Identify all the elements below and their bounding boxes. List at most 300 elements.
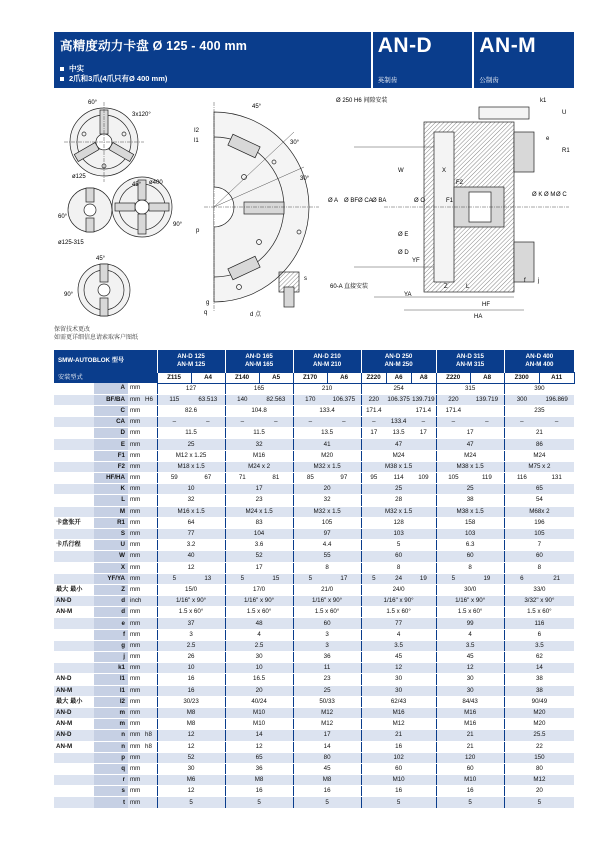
table-cell: 1.5 x 60°	[293, 607, 361, 618]
table-cell: 77	[157, 528, 225, 539]
dimension-symbol: E	[94, 439, 128, 450]
table-cell: M32 x 1.5	[361, 506, 436, 517]
row-meta: AN-M	[54, 719, 94, 730]
row-meta	[54, 640, 94, 651]
table-cell: M6	[157, 775, 225, 786]
drawing-label: L	[466, 284, 470, 290]
table-cell: 65	[504, 484, 574, 495]
dimension-symbol: D	[94, 428, 128, 439]
drawing-label: 30°	[290, 140, 300, 146]
row-meta	[144, 506, 157, 517]
table-cell: 16	[361, 741, 436, 752]
row-meta	[144, 663, 157, 674]
table-cell: 17	[225, 562, 293, 573]
table-cell: 6	[504, 573, 539, 584]
drawing-label: k1	[540, 98, 547, 104]
row-meta	[144, 517, 157, 528]
table-cell: 171.4	[436, 405, 470, 416]
row-meta	[144, 428, 157, 439]
row-meta: AN-D	[54, 707, 94, 718]
table-cell: M24	[361, 450, 436, 461]
table-row	[54, 461, 574, 472]
table-cell: 103	[436, 528, 504, 539]
drawing-label: U	[562, 110, 567, 116]
row-meta: H6	[144, 394, 157, 405]
table-cell: 13.5	[293, 428, 361, 439]
chuck-front-view-4-jaw	[112, 177, 172, 237]
table-cell: 390	[504, 383, 574, 394]
dimension-symbol: g	[94, 640, 128, 651]
table-cell: 60	[361, 551, 436, 562]
table-cell: 5	[225, 573, 259, 584]
row-meta	[54, 629, 94, 640]
product-code-sub: 公制齿	[479, 77, 499, 84]
table-cell: –	[225, 417, 259, 428]
table-cell: 12	[361, 663, 436, 674]
table-cell: M8	[225, 775, 293, 786]
table-cell: –	[411, 417, 436, 428]
table-cell: 165	[225, 383, 293, 394]
table-cell: 1.5 x 60°	[225, 607, 293, 618]
table-cell: 21/0	[293, 584, 361, 595]
drawing-label: R1	[562, 148, 570, 154]
row-meta: mm	[128, 663, 144, 674]
row-meta	[144, 685, 157, 696]
square-bullet-icon	[60, 67, 64, 71]
row-meta	[54, 663, 94, 674]
dimension-symbol: k1	[94, 663, 128, 674]
table-cell: 1/16" x 90°	[157, 596, 225, 607]
dimension-symbol: L	[94, 495, 128, 506]
table-cell: 80	[504, 763, 574, 774]
drawing-label: Ø C	[556, 192, 567, 198]
table-cell: 15	[259, 573, 293, 584]
row-meta: mm	[128, 707, 144, 718]
table-cell: M8	[157, 719, 225, 730]
table-cell: 30	[225, 652, 293, 663]
dimension-symbol: A	[94, 383, 128, 394]
table-cell: M10	[361, 775, 436, 786]
row-meta	[144, 540, 157, 551]
row-meta: mm	[128, 763, 144, 774]
table-cell: 1.5 x 60°	[436, 607, 504, 618]
table-cell: 24/0	[361, 584, 436, 595]
table-cell: 131	[539, 473, 574, 484]
row-meta: AN-D	[54, 596, 94, 607]
page-header	[54, 32, 574, 88]
table-cell: 171.4	[361, 405, 386, 416]
row-meta: AN-M	[54, 685, 94, 696]
row-meta	[144, 495, 157, 506]
row-meta	[144, 473, 157, 484]
row-meta	[144, 584, 157, 595]
table-cell: 19	[411, 573, 436, 584]
table-cell: 220	[436, 394, 470, 405]
table-cell: 5	[361, 797, 436, 808]
row-meta: mm	[128, 730, 144, 741]
table-row	[54, 562, 574, 573]
table-cell: 300	[504, 394, 539, 405]
table-cell: 3	[157, 629, 225, 640]
table-cell: M68x 2	[504, 506, 574, 517]
table-cell: 105	[504, 528, 574, 539]
table-cell: 17	[361, 428, 386, 439]
product-code: AN-D	[377, 34, 433, 57]
model-header: AN-D 400 AN-M 400	[504, 350, 574, 372]
row-meta	[54, 461, 94, 472]
table-cell: 85	[293, 473, 327, 484]
table-cell: 5	[361, 573, 386, 584]
table-cell: –	[470, 417, 504, 428]
row-meta	[144, 551, 157, 562]
table-cell: 14	[225, 730, 293, 741]
table-cell: 21	[436, 730, 504, 741]
table-cell: 71	[225, 473, 259, 484]
table-cell: 140	[225, 394, 259, 405]
table-cell: 5	[157, 797, 225, 808]
table-cell: 5	[157, 573, 191, 584]
row-meta: AN-D	[54, 730, 94, 741]
drawing-label: l1	[194, 138, 199, 144]
row-meta: mm	[128, 405, 144, 416]
table-cell: M20	[293, 450, 361, 461]
row-meta	[144, 528, 157, 539]
chuck-front-view-2-jaw-bottom	[78, 264, 130, 316]
dimension-symbol: M	[94, 506, 128, 517]
model-header: AN-D 250 AN-M 250	[361, 350, 436, 372]
table-cell: M10	[436, 775, 504, 786]
table-cell: 30	[436, 685, 504, 696]
table-cell: 119	[470, 473, 504, 484]
row-meta: mm	[128, 394, 144, 405]
row-meta	[54, 383, 94, 394]
table-cell: 40/24	[225, 696, 293, 707]
row-meta: mm	[128, 461, 144, 472]
dimension-symbol: n	[94, 741, 128, 752]
table-cell: 16	[225, 786, 293, 797]
drawing-label: 30°	[300, 176, 310, 182]
row-meta: mm	[128, 506, 144, 517]
table-cell: 60	[504, 551, 574, 562]
table-cell: 84/43	[436, 696, 504, 707]
row-meta	[144, 383, 157, 394]
bullet-item: 2爪和3爪(4爪只有Ø 400 mm)	[60, 74, 365, 84]
table-row	[54, 428, 574, 439]
table-cell: 196	[504, 517, 574, 528]
drawing-label: Ø D	[398, 250, 409, 256]
table-row	[54, 573, 574, 584]
row-meta: mm	[128, 484, 144, 495]
table-cell: 20	[504, 786, 574, 797]
table-row	[54, 383, 574, 394]
table-cell: 62/43	[361, 696, 436, 707]
table-cell: 5	[436, 573, 470, 584]
table-cell: 60	[293, 618, 361, 629]
table-cell: 45	[436, 652, 504, 663]
drawing-label: HF	[482, 302, 490, 308]
row-meta: mm	[128, 417, 144, 428]
table-cell: 23	[293, 674, 361, 685]
table-cell: 26	[157, 652, 225, 663]
table-row	[54, 663, 574, 674]
table-cell	[470, 405, 504, 416]
table-cell: 133.4	[386, 417, 411, 428]
row-meta	[54, 428, 94, 439]
table-cell: 45	[293, 763, 361, 774]
row-meta: mm	[128, 719, 144, 730]
drawing-label: Ø 250 H6 间隙安装	[336, 98, 388, 104]
table-cell: 60	[436, 763, 504, 774]
row-meta: h8	[144, 730, 157, 741]
table-cell: 45	[361, 652, 436, 663]
drawing-label: ø400	[149, 180, 163, 186]
row-meta	[144, 763, 157, 774]
table-cell: 1/16" x 90°	[293, 596, 361, 607]
table-cell: 3.6	[225, 540, 293, 551]
table-cell: 30	[436, 674, 504, 685]
table-cell: 1/16" x 90°	[361, 596, 436, 607]
table-cell: M20	[504, 707, 574, 718]
row-meta: mm	[128, 629, 144, 640]
drawing-label: g	[206, 300, 210, 306]
table-cell: M12	[361, 719, 436, 730]
row-meta	[54, 439, 94, 450]
row-meta	[54, 562, 94, 573]
table-cell: –	[539, 417, 574, 428]
table-cell: 114	[386, 473, 411, 484]
table-cell: 13.5	[386, 428, 411, 439]
table-cell: M75 x 2	[504, 461, 574, 472]
row-meta	[144, 752, 157, 763]
dimension-symbol: e	[94, 618, 128, 629]
row-meta: mm	[128, 674, 144, 685]
table-cell: 171.4	[411, 405, 436, 416]
table-cell: 20	[225, 685, 293, 696]
sub-label: 安装型式	[54, 372, 157, 383]
row-meta: mm	[128, 752, 144, 763]
table-cell: 99	[436, 618, 504, 629]
dimension-symbol: m	[94, 707, 128, 718]
table-cell: 38	[504, 674, 574, 685]
table-cell: 116	[504, 473, 539, 484]
header-title-block	[54, 32, 371, 88]
table-cell: 82.6	[157, 405, 225, 416]
table-cell: 170	[293, 394, 327, 405]
dimension-symbol: CA	[94, 417, 128, 428]
table-cell: 52	[225, 551, 293, 562]
drawing-label: YA	[404, 292, 412, 298]
table-cell: 21	[436, 741, 504, 752]
dimension-symbol: W	[94, 551, 128, 562]
table-cell: 16.5	[225, 674, 293, 685]
table-cell: M38 x 1.5	[361, 461, 436, 472]
mount-type: A8	[470, 372, 504, 383]
drawing-label: 60°	[88, 100, 98, 106]
mount-type: A4	[191, 372, 225, 383]
table-cell: 32	[293, 495, 361, 506]
row-meta	[54, 551, 94, 562]
table-cell: 150	[504, 752, 574, 763]
row-meta: mm	[128, 439, 144, 450]
table-cell: 95	[361, 473, 386, 484]
row-meta	[144, 484, 157, 495]
dimension-symbol: U	[94, 540, 128, 551]
row-meta: mm	[128, 786, 144, 797]
chuck-half-front-view	[204, 102, 319, 312]
table-cell: M16 x 1.5	[157, 506, 225, 517]
table-cell: M20	[504, 719, 574, 730]
row-meta: mm	[128, 618, 144, 629]
row-meta	[144, 652, 157, 663]
table-cell: 6	[504, 629, 574, 640]
row-meta: mm	[128, 696, 144, 707]
table-cell: 104	[225, 528, 293, 539]
table-cell: 17/0	[225, 584, 293, 595]
table-cell: M10	[225, 719, 293, 730]
table-cell: 12	[157, 786, 225, 797]
row-meta	[54, 652, 94, 663]
table-cell: 38	[436, 495, 504, 506]
table-cell: 1/16" x 90°	[436, 596, 504, 607]
table-cell: 33/0	[504, 584, 574, 595]
table-cell: 50/33	[293, 696, 361, 707]
table-cell: 8	[293, 562, 361, 573]
row-meta: mm	[128, 473, 144, 484]
table-cell: 60	[436, 551, 504, 562]
row-meta	[144, 775, 157, 786]
table-cell: 12	[436, 663, 504, 674]
row-meta: 最大 最小	[54, 696, 94, 707]
table-cell: 3.5	[436, 640, 504, 651]
row-meta	[54, 763, 94, 774]
table-row	[54, 775, 574, 786]
row-meta: mm	[128, 652, 144, 663]
row-meta	[54, 417, 94, 428]
table-cell: 48	[225, 618, 293, 629]
table-cell: M16	[436, 719, 504, 730]
header-label: SMW-AUTOBLOK 型号	[54, 350, 157, 372]
table-cell: 3	[293, 640, 361, 651]
table-row	[54, 450, 574, 461]
table-cell: M8	[293, 775, 361, 786]
table-cell: 116	[504, 618, 574, 629]
table-cell: 21	[361, 730, 436, 741]
row-meta	[144, 562, 157, 573]
table-cell: M12	[293, 707, 361, 718]
table-cell: 4	[436, 629, 504, 640]
drawing-label: Ø BA	[372, 198, 387, 204]
table-cell: 37	[157, 618, 225, 629]
table-cell: –	[361, 417, 386, 428]
table-cell: –	[191, 417, 225, 428]
table-cell: 30	[157, 763, 225, 774]
table-cell: 97	[327, 473, 361, 484]
row-meta	[54, 797, 94, 808]
row-meta: mm	[128, 573, 144, 584]
table-cell: 32	[157, 495, 225, 506]
table-cell: 2.5	[225, 640, 293, 651]
drawing-label: 3x120°	[132, 112, 151, 118]
drawing-label: F1	[446, 198, 454, 204]
table-cell: 25	[293, 685, 361, 696]
table-cell: 11.5	[157, 428, 225, 439]
table-row	[54, 652, 574, 663]
table-cell: 3.2	[157, 540, 225, 551]
table-cell: 3.5	[504, 640, 574, 651]
drawing-label: Ø O	[414, 198, 426, 204]
table-row	[54, 685, 574, 696]
drawing-label: Ø CA	[358, 198, 373, 204]
drawing-label: Ø E	[398, 232, 409, 238]
table-cell: 106.375	[327, 394, 361, 405]
table-cell: 104.8	[225, 405, 293, 416]
table-cell: 97	[293, 528, 361, 539]
table-row	[54, 495, 574, 506]
drawing-label: e	[546, 136, 550, 142]
table-cell: 5	[436, 797, 504, 808]
table-cell: 12	[157, 730, 225, 741]
dimension-symbol: t	[94, 797, 128, 808]
row-meta: mm	[128, 540, 144, 551]
table-cell: 41	[293, 439, 361, 450]
header-bullets	[60, 64, 365, 84]
table-cell: 5	[293, 573, 327, 584]
table-cell: 2.5	[157, 640, 225, 651]
table-cell: M16	[225, 450, 293, 461]
chuck-front-view-2-jaw-left	[68, 188, 112, 232]
drawing-label: q	[204, 310, 208, 316]
mount-type: A6	[386, 372, 411, 383]
square-bullet-icon	[60, 77, 64, 81]
table-cell: 4	[225, 629, 293, 640]
row-meta	[54, 573, 94, 584]
table-cell: 127	[157, 383, 225, 394]
table-cell: 54	[504, 495, 574, 506]
product-code: AN-M	[479, 34, 537, 57]
dimension-symbol: F1	[94, 450, 128, 461]
table-cell: –	[259, 417, 293, 428]
table-cell: 120	[436, 752, 504, 763]
table-cell: 14	[293, 741, 361, 752]
table-cell: M10	[225, 707, 293, 718]
technical-note: 保留技术更改 如需更详细信息请索取客户图纸	[54, 327, 139, 341]
mount-type: Z300	[504, 372, 539, 383]
table-cell: 36	[293, 652, 361, 663]
code-box-anm	[474, 32, 574, 88]
drawing-label: HA	[474, 314, 483, 320]
table-row	[54, 517, 574, 528]
bullet-item: 中实	[60, 64, 365, 74]
row-meta	[144, 439, 157, 450]
table-cell: 12	[157, 562, 225, 573]
drawing-label: d 点	[250, 312, 262, 318]
model-header: AN-D 165 AN-M 165	[225, 350, 293, 372]
table-cell: 1.5 x 60°	[361, 607, 436, 618]
table-cell: 254	[361, 383, 436, 394]
table-cell: 128	[361, 517, 436, 528]
dimension-symbol: F2	[94, 461, 128, 472]
table-cell: 106.375	[386, 394, 411, 405]
table-row	[54, 741, 574, 752]
table-row	[54, 417, 574, 428]
drawing-label: j	[538, 278, 540, 284]
table-cell: 235	[504, 405, 574, 416]
dimension-symbol: C	[94, 405, 128, 416]
table-cell: 158	[436, 517, 504, 528]
table-cell: 4	[361, 629, 436, 640]
table-row	[54, 584, 574, 595]
table-cell: 60	[361, 763, 436, 774]
